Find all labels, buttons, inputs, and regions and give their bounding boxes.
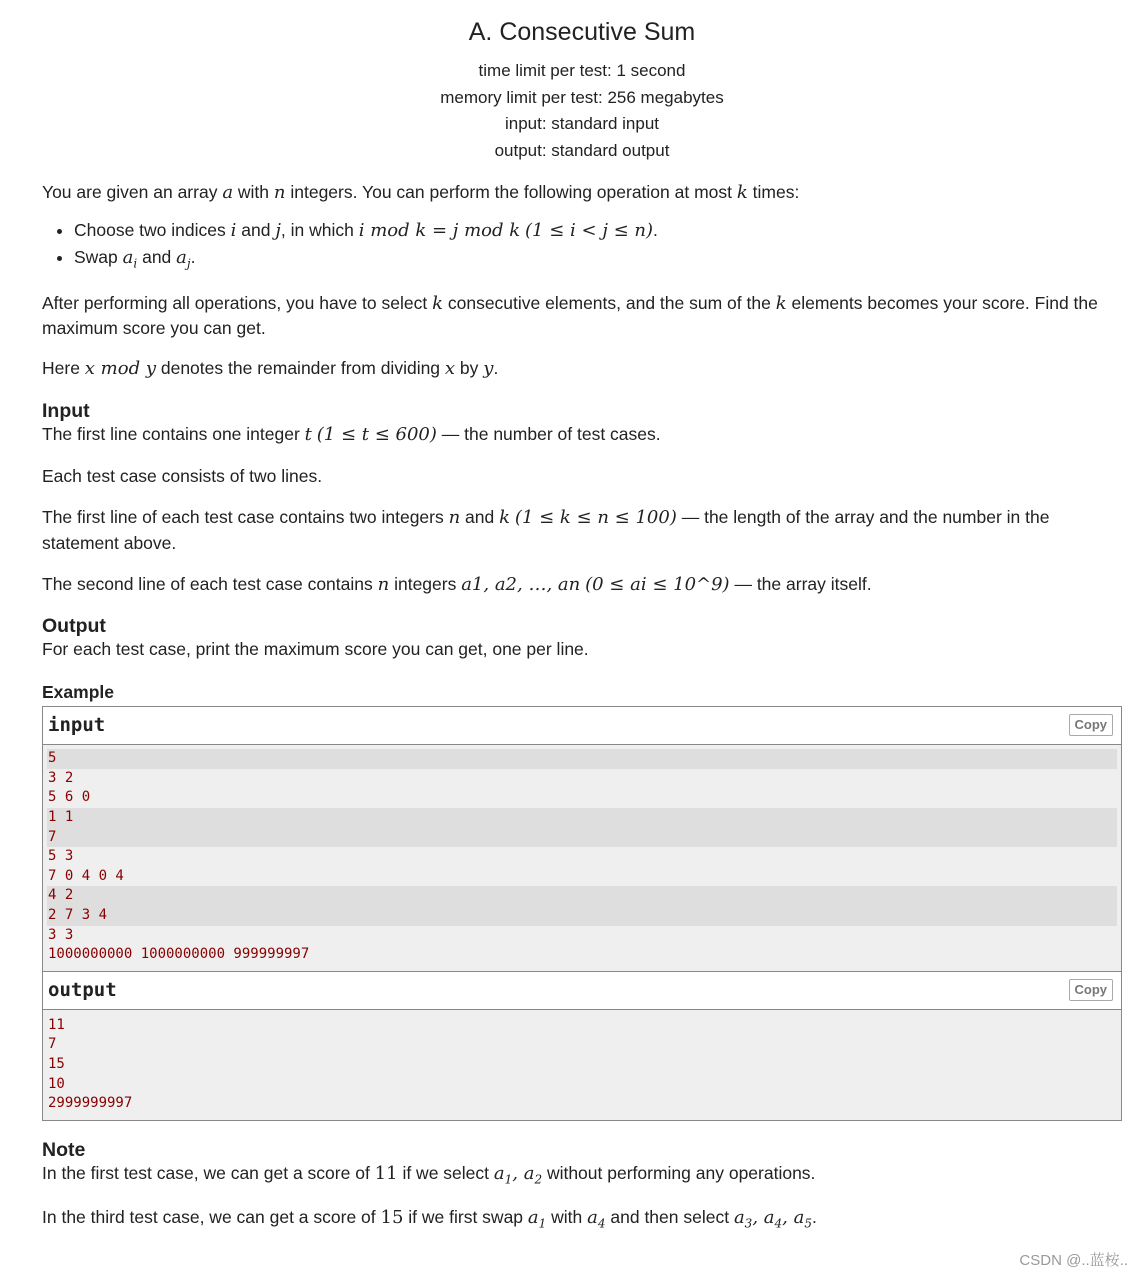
- text: In the third test case, we can get a score of: [42, 1207, 381, 1228]
- example-output: [43, 1010, 1121, 1120]
- math-expr: (0 ≤ ai ≤ 10^9): [585, 574, 730, 596]
- input-p2: Each test case consists of two lines.: [42, 465, 323, 486]
- input-line: 5 3: [48, 848, 74, 865]
- text: .: [190, 247, 196, 268]
- text: Choose two indices: [74, 220, 231, 241]
- math-expr: (1 ≤ i < j ≤ n): [525, 220, 654, 242]
- math-expr: (1 ≤ k ≤ n ≤ 100): [514, 507, 677, 529]
- math-expr: (1 ≤ t ≤ 600): [316, 423, 437, 445]
- output-line: 7: [48, 1036, 57, 1053]
- math-var: i: [230, 220, 237, 242]
- text: .: [653, 220, 658, 241]
- input-label: input: [48, 714, 106, 737]
- math-expr: i mod k = j mod k: [358, 220, 521, 242]
- input-line: 7 0 4 0 4: [48, 867, 124, 884]
- math-var: x: [444, 358, 456, 380]
- note-p2: [42, 1205, 1122, 1232]
- text: — the number of test cases.: [436, 423, 661, 444]
- math-var: a: [222, 182, 234, 203]
- math-base: a: [122, 247, 134, 269]
- memory-limit: memory limit per test: 256 megabytes: [440, 87, 724, 107]
- example-box: [42, 706, 1122, 1121]
- text: Swap: [74, 247, 123, 268]
- output-line: 10: [48, 1075, 65, 1092]
- input-line: 3 3: [48, 926, 74, 943]
- text: — the array itself.: [729, 574, 872, 595]
- math-sub: i: [133, 256, 138, 271]
- text: integers. You can perform the following operation at most: [285, 182, 737, 202]
- output-line: 11: [48, 1016, 65, 1033]
- text: .: [493, 358, 499, 379]
- math-var: y: [483, 358, 494, 380]
- output-label: output: [48, 978, 117, 1001]
- input-line: 3 2: [48, 769, 74, 786]
- text: by: [455, 358, 484, 379]
- math-var: t: [304, 423, 312, 445]
- math-number: 15: [380, 1207, 404, 1229]
- text: denotes the remainder from dividing: [156, 358, 445, 379]
- text: After performing all operations, you have to select: [42, 292, 433, 313]
- text: times:: [747, 182, 800, 202]
- problem-statement: [42, 0, 1122, 1233]
- text: The first line contains one integer: [42, 423, 305, 444]
- statement-intro: [42, 180, 1122, 205]
- input-p4: [42, 572, 1122, 597]
- input-line: 5: [47, 749, 1117, 769]
- input-line: 2 7 3 4: [47, 906, 1117, 926]
- math-var: n: [377, 574, 390, 596]
- input-section-title: Input: [42, 399, 90, 422]
- math-expr: a1, a2, …, an: [461, 574, 581, 596]
- list-item: [74, 244, 1122, 277]
- math-var: k: [736, 182, 748, 203]
- math-var: n: [448, 507, 461, 529]
- output-line: 15: [48, 1055, 65, 1072]
- operation-list: [42, 217, 1122, 277]
- note-p1: [42, 1161, 1122, 1188]
- output-section-title: Output: [42, 615, 106, 638]
- input-line: 4 2: [47, 886, 1117, 906]
- text: In the first test case, we can get a score of: [42, 1162, 375, 1183]
- input-line: 1 1: [47, 808, 1117, 828]
- copy-output-button[interactable]: Copy: [1069, 979, 1114, 1001]
- output-header: [43, 971, 1121, 1010]
- watermark: CSDN @..蓝桉..: [1019, 1252, 1128, 1269]
- text: and: [137, 247, 177, 268]
- example-title: Example: [42, 681, 114, 702]
- text: and: [460, 507, 500, 528]
- text: integers: [389, 574, 462, 595]
- time-limit: time limit per test: 1 second: [478, 61, 686, 80]
- math-base: a: [176, 247, 187, 269]
- statement-mod-note: [42, 356, 1122, 381]
- math-var: n: [273, 182, 286, 203]
- text: consecutive elements, and the sum of the: [443, 292, 776, 313]
- math-var: $a_4$: [587, 1207, 606, 1231]
- text: Here: [42, 358, 85, 379]
- input-line: 7: [47, 828, 1117, 848]
- text: .: [811, 1207, 817, 1228]
- math-var: k: [775, 292, 787, 314]
- list-item: [74, 217, 1122, 244]
- math-expr: x mod y: [84, 358, 156, 380]
- text: elements becomes your score. Find the maximum score you can get.: [42, 292, 1098, 338]
- text: with: [233, 182, 274, 202]
- math-number: 11: [374, 1162, 398, 1184]
- output-type: output: standard output: [494, 140, 670, 160]
- text: if we select: [397, 1162, 494, 1183]
- math-var: k: [432, 292, 443, 314]
- math-var: [176, 247, 191, 271]
- problem-title: A. Consecutive Sum: [468, 18, 696, 46]
- text: with: [546, 1207, 588, 1228]
- problem-header: [42, 15, 1122, 164]
- text: , in which: [280, 220, 359, 241]
- math-expr: $a_1$, $a_2$: [493, 1162, 543, 1187]
- output-line: 2999999997: [48, 1095, 133, 1112]
- math-var: j: [275, 220, 281, 242]
- example-input: [43, 745, 1121, 971]
- text: The first line of each test case contains two integers: [42, 507, 449, 528]
- math-sub: j: [186, 256, 191, 271]
- text: — the length of the array and the number in the statement above.: [42, 507, 1050, 553]
- input-type: input: standard input: [504, 114, 660, 133]
- input-header: [43, 707, 1121, 745]
- text: and: [236, 220, 276, 241]
- math-var: k: [499, 507, 511, 529]
- math-var: $a_1$: [527, 1207, 547, 1231]
- copy-input-button[interactable]: Copy: [1069, 714, 1114, 736]
- input-p1: [42, 422, 1122, 447]
- output-p1: For each test case, print the maximum score you can get, one per line.: [42, 639, 589, 660]
- text: if we first swap: [403, 1207, 528, 1228]
- math-expr: $a_3$, $a_4$, $a_5$: [733, 1207, 812, 1231]
- math-var: [122, 247, 138, 271]
- text: You are given an array: [42, 182, 223, 202]
- text: The second line of each test case contains: [42, 574, 378, 595]
- input-p3: [42, 505, 1122, 555]
- statement-after: [42, 291, 1122, 341]
- text: without performing any operations.: [542, 1162, 816, 1183]
- input-line: 1000000000 1000000000 999999997: [48, 946, 310, 963]
- text: and then select: [605, 1207, 734, 1228]
- note-title: Note: [42, 1138, 86, 1161]
- input-line: 5 6 0: [48, 789, 91, 806]
